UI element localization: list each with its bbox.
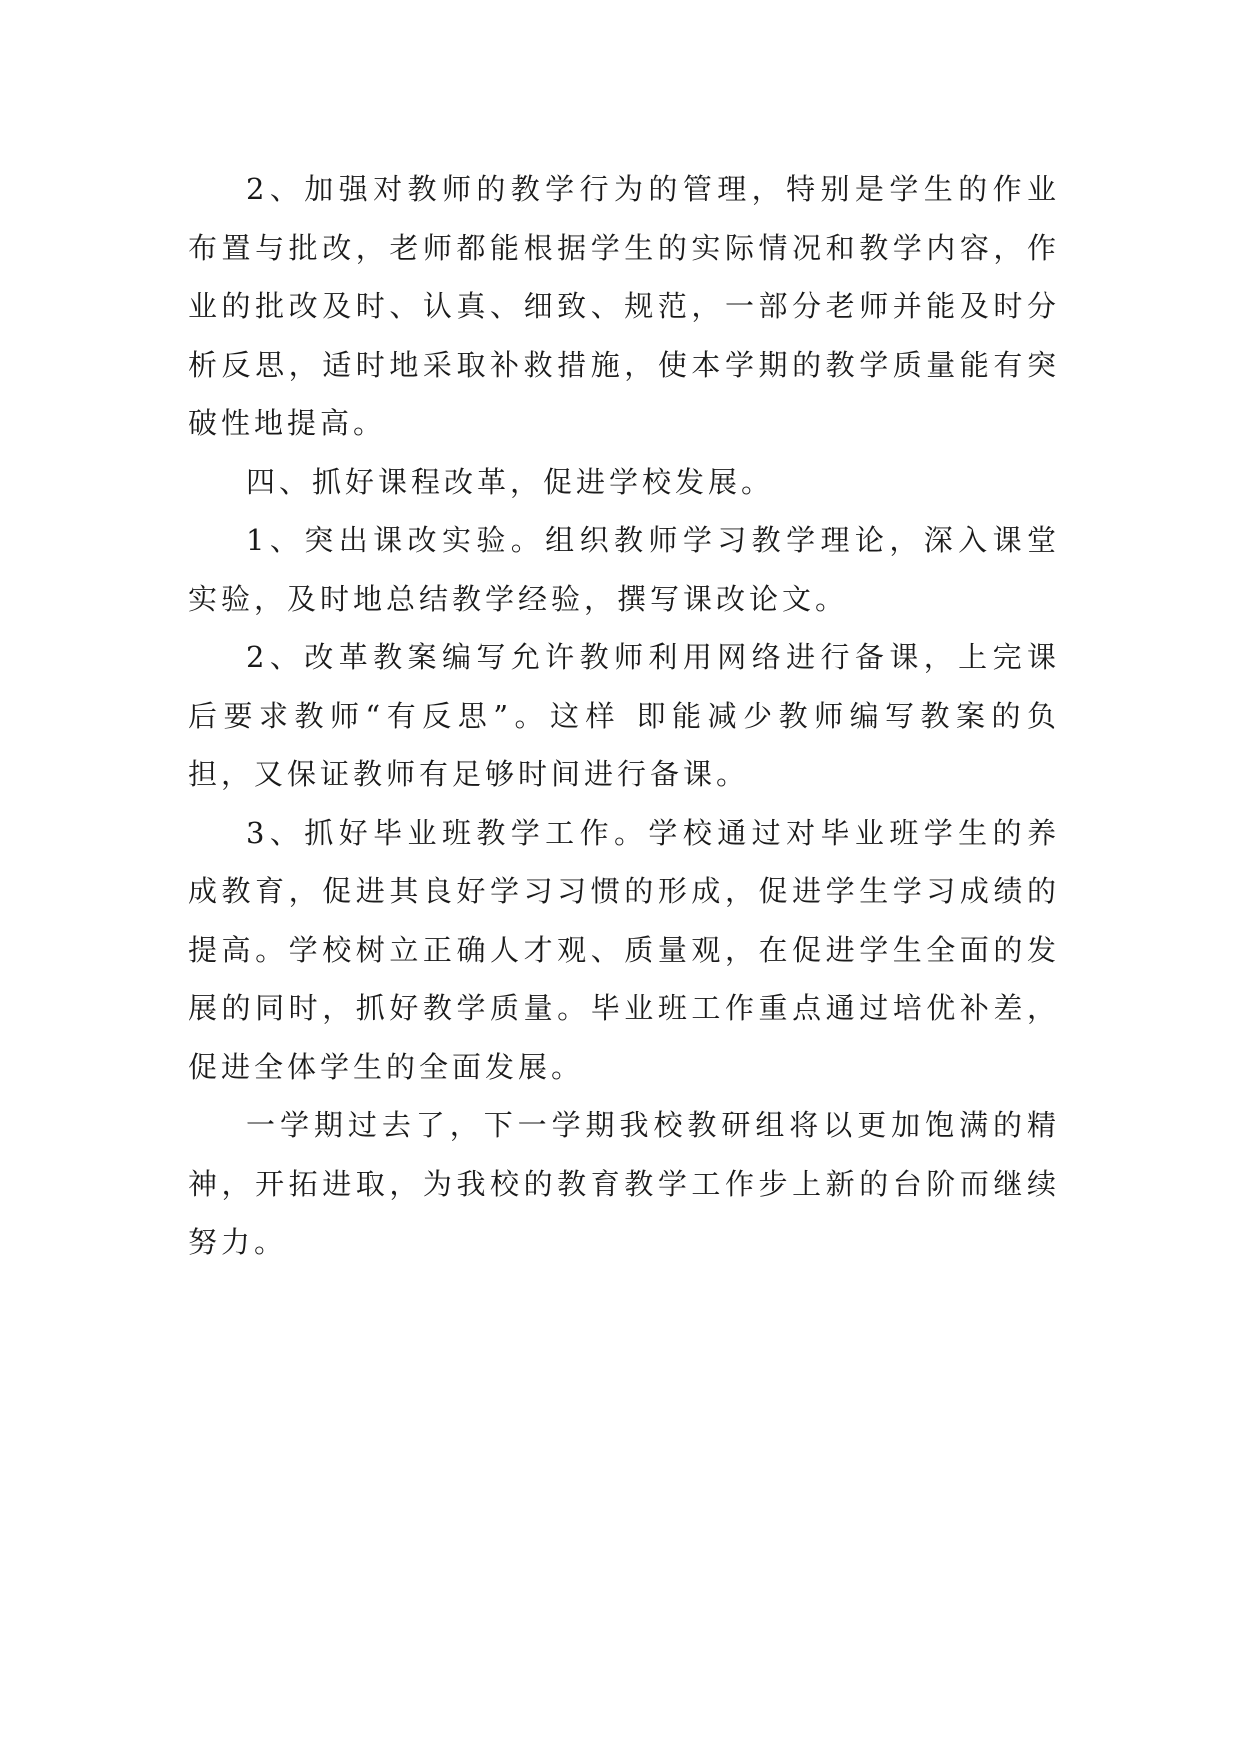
document-body bbox=[188, 160, 1060, 1272]
paragraph-lesson-plan-reform: 2、改革教案编写允许教师利用网络进行备课，上完课后要求教师“有反思”。这样 即能减少教师编写教案的负担，又保证教师有足够时间进行备课。 bbox=[188, 640, 1060, 791]
paragraph-homework-management: 2、加强对教师的教学行为的管理，特别是学生的作业布置与批改，老师都能根据学生的实际情况和教学内容，作业的批改及时、认真、细致、规范，一部分老师并能及时分析反思，适时地采取补救措施，使本学期的教学质量能有突破性地提高。 bbox=[188, 172, 1060, 440]
paragraph-curriculum-experiment: 1、突出课改实验。组织教师学习教学理论，深入课堂实验，及时地总结教学经验，撰写课改论文。 bbox=[188, 523, 1060, 616]
paragraph-conclusion: 一学期过去了，下一学期我校教研组将以更加饱满的精神，开拓进取，为我校的教育教学工作步上新的台阶而继续努力。 bbox=[188, 1108, 1060, 1259]
paragraph-section-four-heading: 四、抓好课程改革，促进学校发展。 bbox=[246, 464, 775, 499]
paragraph-graduating-class: 3、抓好毕业班教学工作。学校通过对毕业班学生的养成教育，促进其良好学习习惯的形成，促进学生学习成绩的提高。学校树立正确人才观、质量观，在促进学生全面的发展的同时，抓好教学质量。毕业班工作重点通过培优补差，促进全体学生的全面发展。 bbox=[188, 815, 1060, 1084]
